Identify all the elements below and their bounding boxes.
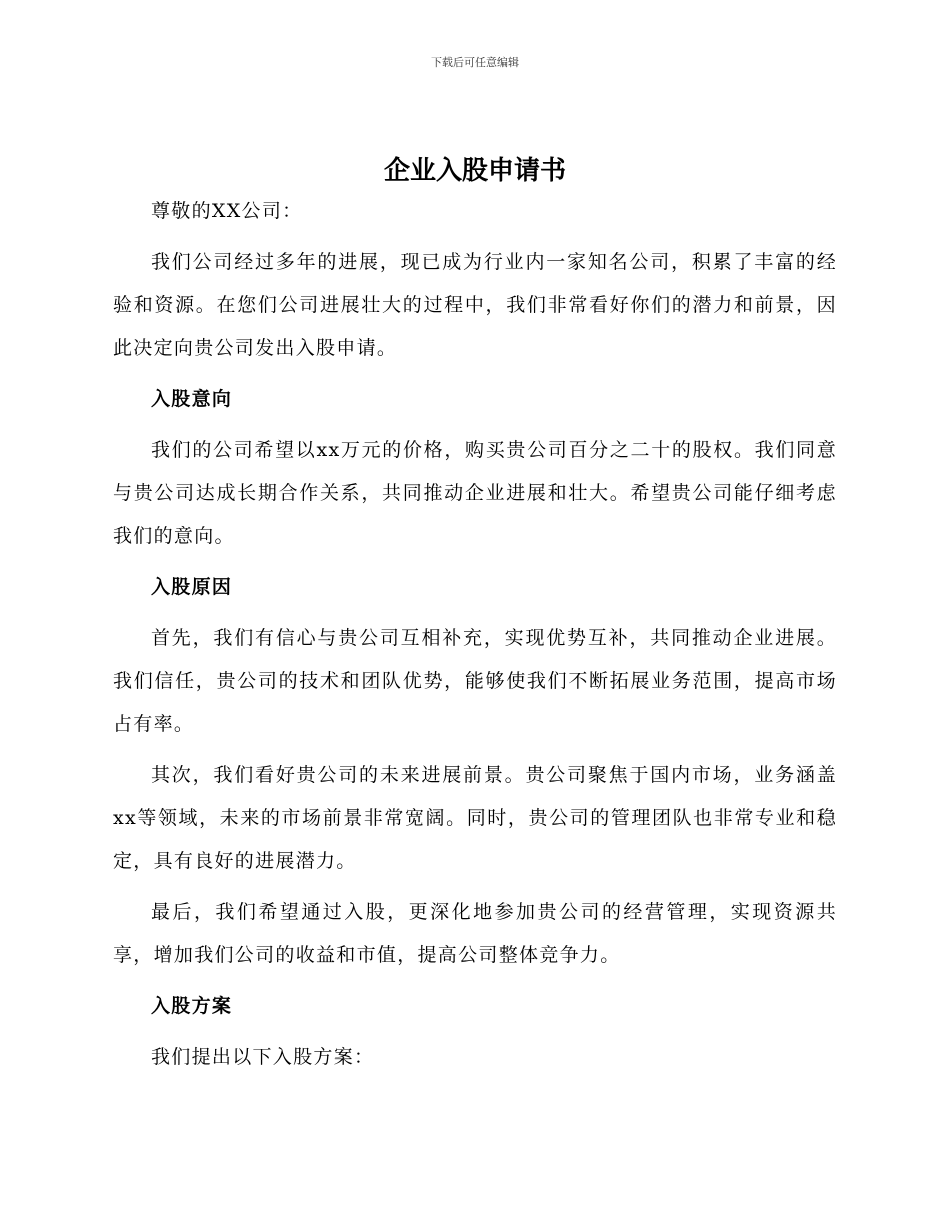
section-heading-plan: 入股方案 (151, 995, 233, 1017)
section-paragraph: 我们的公司希望以xx万元的价格，购买贵公司百分之二十的股权。我们同意与贵公司达成长期合作关系，共同推动企业进展和壮大。希望贵公司能仔细考虑我们的意向。 (113, 439, 837, 547)
document-title: 企业入股申请书 (383, 156, 566, 186)
section-paragraph: 最后，我们希望通过入股，更深化地参加贵公司的经营管理，实现资源共享，增加我们公司的收益和市值，提高公司整体竞争力。 (113, 901, 837, 966)
section-paragraph: 我们提出以下入股方案： (151, 1046, 375, 1068)
document-body (113, 190, 837, 1079)
section-heading-reasons: 入股原因 (151, 576, 233, 598)
intro-paragraph: 我们公司经过多年的进展，现已成为行业内一家知名公司，积累了丰富的经验和资源。在您们公司进展壮大的过程中，我们非常看好你们的潜力和前景，因此决定向贵公司发出入股申请。 (113, 251, 837, 359)
section-heading-intent: 入股意向 (151, 388, 233, 410)
salutation: 尊敬的XX公司： (151, 200, 303, 222)
header-note: 下载后可任意编辑 (431, 56, 519, 69)
section-paragraph: 首先，我们有信心与贵公司互相补充，实现优势互补，共同推动企业进展。我们信任，贵公司的技术和团队优势，能够使我们不断拓展业务范围，提高市场占有率。 (113, 627, 837, 735)
section-paragraph: 其次，我们看好贵公司的未来进展前景。贵公司聚焦于国内市场，业务涵盖xx等领域，未来的市场前景非常宽阔。同时，贵公司的管理团队也非常专业和稳定，具有良好的进展潜力。 (113, 764, 837, 872)
